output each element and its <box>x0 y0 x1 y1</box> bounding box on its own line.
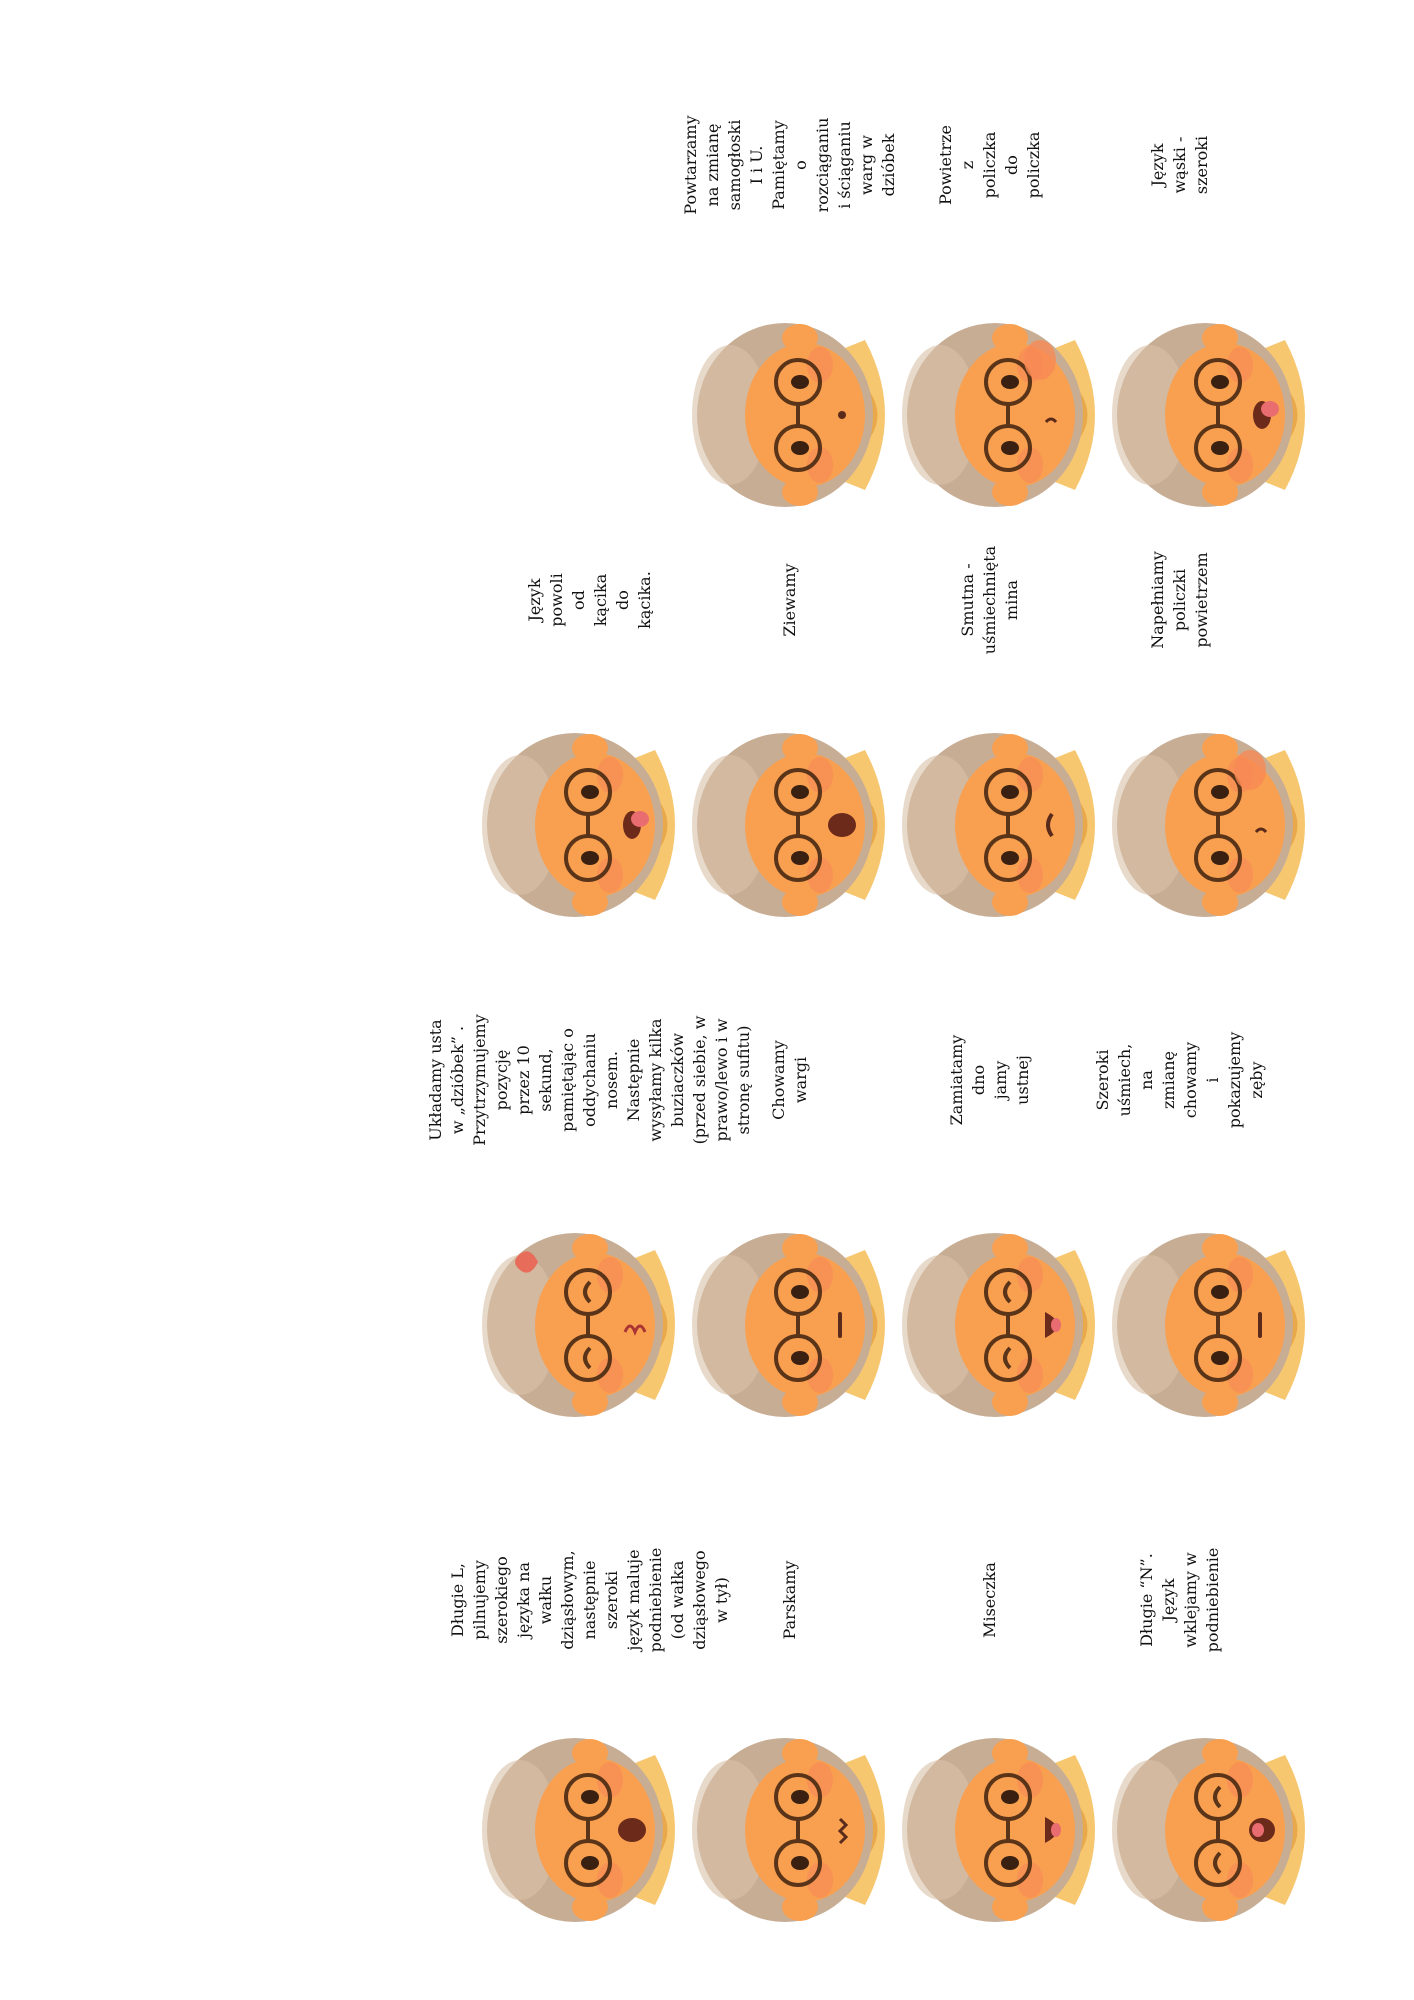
exercise-caption: Szeroki uśmiech, na zmianę chowamy i pokazujemy zęby <box>1093 1031 1266 1129</box>
exercise-caption: Język wąski - szeroki <box>1148 135 1211 195</box>
grandma-cup-tongue-icon <box>900 1735 1110 1925</box>
grandma-small-mouth-icon <box>690 320 900 510</box>
exercise-caption: Układamy usta w „dzióbek” . Przytrzymujemy pozycję przez 10 sekund, pamiętając o oddychaniu nosem. Następnie wysyłamy kilka buziaczków (przed siebie, w prawo/lewo i w stronę sufitu) <box>426 1014 753 1146</box>
exercise-caption: Zamiatamy dno jamy ustnej <box>947 1034 1032 1126</box>
exercise-caption: Powietrze z policzka do policzka <box>936 124 1043 206</box>
exercise-caption: Chowamy wargi <box>769 1040 810 1120</box>
exercise-caption: Ziewamy <box>780 563 799 637</box>
grandma-tongue-up-icon <box>1110 1735 1320 1925</box>
grandma-cheek-air-icon <box>900 320 1110 510</box>
exercise-caption: Długie “N”. Język wklejamy w podniebienie <box>1137 1547 1222 1653</box>
grandma-lips-hidden-icon <box>690 1230 900 1420</box>
exercise-caption: Długie L, pilnujemy szerokiego języka na wałku dziąsłowym, następnie szeroki język maluje podniebienie (od wałka dziąsłowego w tył) <box>448 1547 731 1653</box>
grandma-lips-buzz-icon <box>690 1735 900 1925</box>
exercise-caption: Język powoli od kącika do kącika. <box>525 571 654 629</box>
exercise-caption: Parskamy <box>780 1560 799 1640</box>
exercise-caption: Napełniamy policzki powietrzem <box>1148 551 1211 649</box>
grandma-tongue-out-icon <box>1110 320 1320 510</box>
grandma-tongue-side-icon <box>480 730 690 920</box>
grandma-mouth-open-icon <box>480 1735 690 1925</box>
grandma-sad-smile-icon <box>900 730 1110 920</box>
grandma-kiss-icon <box>480 1230 690 1420</box>
exercise-caption: Miseczka <box>980 1562 999 1638</box>
grandma-puffed-cheeks-icon <box>1110 730 1320 920</box>
grandma-sweep-mouth-icon <box>900 1230 1110 1420</box>
exercise-caption: Smutna - uśmiechnięta mina <box>958 545 1021 655</box>
grandma-yawn-icon <box>690 730 900 920</box>
exercise-caption: Powtarzamy na zmianę samogłoski I i U. Pamiętamy o rozciąganiu i ściąganiu warg w dzióbek <box>681 115 898 215</box>
grandma-wide-smile-icon <box>1110 1230 1320 1420</box>
